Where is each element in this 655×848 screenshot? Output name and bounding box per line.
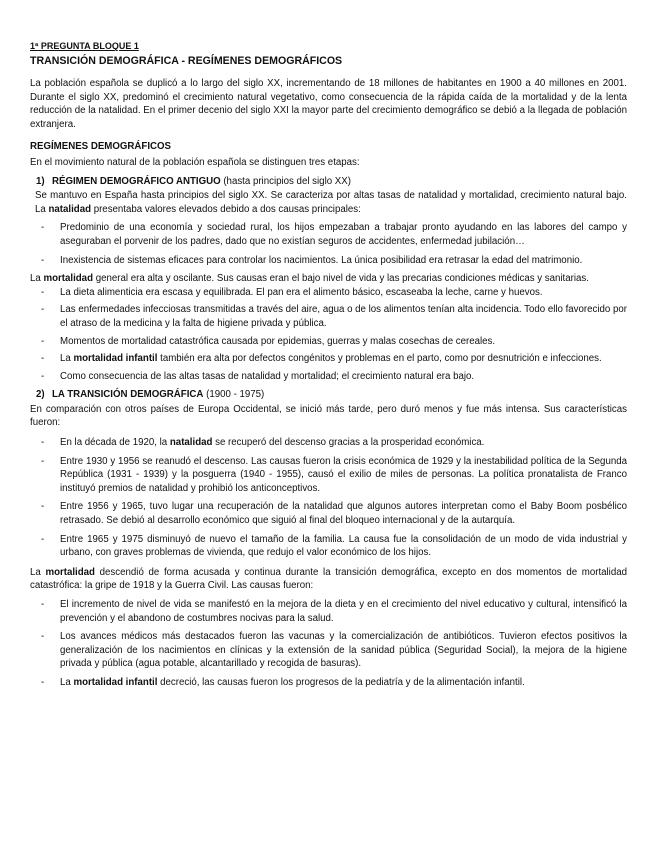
section-2-number: 2) [36,389,45,401]
section-2-title: LA TRANSICIÓN DEMOGRÁFICA [52,389,204,401]
mortality-causes-list [30,286,627,384]
list-item: - Predominio de una economía y sociedad rural, los hijos empezaban a trabajar pronto ayudando en las labores del campo y aseguraban el porvenir de los padres, dado que no existían seguros de accidentes, enfermedad jubilación… [41,222,627,247]
document-title: TRANSICIÓN DEMOGRÁFICA - REGÍMENES DEMOGRÁFICOS [30,55,343,67]
list-item: - La dieta alimenticia era escasa y equilibrada. El pan era el alimento básico, escaseaba la leche, carne y huevos. [41,286,543,298]
list-item: - Entre 1956 y 1965, tuvo lugar una recuperación de la natalidad que algunos autores interpretan como el Baby Boom posbélico retrasado. Se debió al desarrollo económico que siguió al final del bloqueo internacional y de la autarquía. [41,501,627,527]
list-item: - Entre 1965 y 1975 disminuyó de nuevo el tamaño de la familia. La causa fue la consolidación de un modo de vida industrial y urbano, con graves problemas de vivienda, que redujo el valor económico de los hijos. [41,533,627,559]
section-1-number: 1) [36,175,45,187]
regimes-lead: En el movimiento natural de la población española se distinguen tres etapas: [30,156,360,168]
natality-causes-list [30,221,627,267]
transition-mortality-paragraph: La mortalidad descendió de forma acusada y continua durante la transición demográfica, excepto en dos momentos de mortalidad catastrófica: la gripe de 1918 y la Guerra Civil. Las causas fueron: [30,566,627,592]
transition-natality-list [30,436,627,560]
section-2-paragraph: En comparación con otros países de Europa Occidental, se inició más tarde, pero duró menos y fue más intensa. Sus características fueron: [30,403,627,429]
list-item: - Las enfermedades infecciosas transmitidas a través del aire, agua o de los alimentos tenían alta incidencia. Todo ello favorecido por el atraso de la medicina y la falta de higiene privada y pública. [41,304,627,329]
list-item: - El incremento de nivel de vida se manifestó en la mejora de la dieta y en el crecimiento del nivel educativo y cultural, intensificó la prevención y el abandono de costumbres nocivas para la salud. [41,599,627,624]
list-item: - Los avances médicos más destacados fueron las vacunas y la comercialización de antibióticos. Tuvieron efectos positivos la generalización de los nacimientos en clínicas y la extensión de la sanidad pública (Seguridad Social), la mejora de la higiene privada y pública (agua potable, alcantarillado y recogida de basuras). [41,631,627,670]
question-kicker: 1ª PREGUNTA BLOQUE 1 [30,41,139,51]
intro-paragraph: La población española se duplicó a lo largo del siglo XX, incrementando de 18 millones de habitantes en 1900 a 40 millones en 2001. Durante el siglo XX, predominó el crecimiento natural vegetativo, como consecuencia de la rápida caída de la mortalidad y de la lenta reducción de la natalidad. En el primer decenio del siglo XXI la mayor parte del crecimiento demográfico se debió a la llegada de población extranjera. [30,78,627,130]
section-2-period: (1900 - 1975) [203,389,265,401]
section-1-title: RÉGIMEN DEMOGRÁFICO ANTIGUO [52,175,221,187]
section-1-period: (hasta principios del siglo XX) [220,175,351,187]
list-item: - Inexistencia de sistemas eficaces para controlar los nacimientos. La única posibilidad era retrasar la edad del matrimonio. [41,254,583,266]
section-2-heading [30,388,627,402]
list-item: - Entre 1930 y 1956 se reanudó el descenso. Las causas fueron la crisis económica de 1929 y la inestabilidad política de la Segunda República (1931 - 1939) y la posguerra (1940 - 1955), causó el exilio de miles de personas. La política pronatalista de Franco instituyó premios de natalidad y prohibió los anticonceptivos. [41,455,627,494]
section-1-paragraph: Se mantuvo en España hasta principios del siglo XX. Se caracteriza por altas tasas de natalidad y mortalidad, crecimiento natural bajo. La natalidad presentaba valores elevados debido a dos causas principales: [35,190,627,215]
list-item: - La mortalidad infantil también era alta por defectos congénitos y problemas en el parto, como por desnutrición e infecciones. [41,353,602,365]
list-item: - Momentos de mortalidad catastrófica causada por epidemias, guerras y malas cosechas de cereales. [41,335,496,347]
regimes-heading: REGÍMENES DEMOGRÁFICOS [30,141,172,153]
transition-mortality-list [30,598,627,690]
mortality-paragraph: La mortalidad general era alta y oscilante. Sus causas eran el bajo nivel de vida y las precarias condiciones médicas y sanitarias. [30,273,589,285]
list-item: - Como consecuencia de las altas tasas de natalidad y mortalidad; el crecimiento natural era bajo. [41,370,475,382]
list-item: - La mortalidad infantil decreció, las causas fueron los progresos de la pediatría y de la alimentación infantil. [41,676,525,688]
list-item: - En la década de 1920, la natalidad se recuperó del descenso gracias a la prosperidad económica. [41,437,485,449]
section-1-heading [30,175,627,189]
